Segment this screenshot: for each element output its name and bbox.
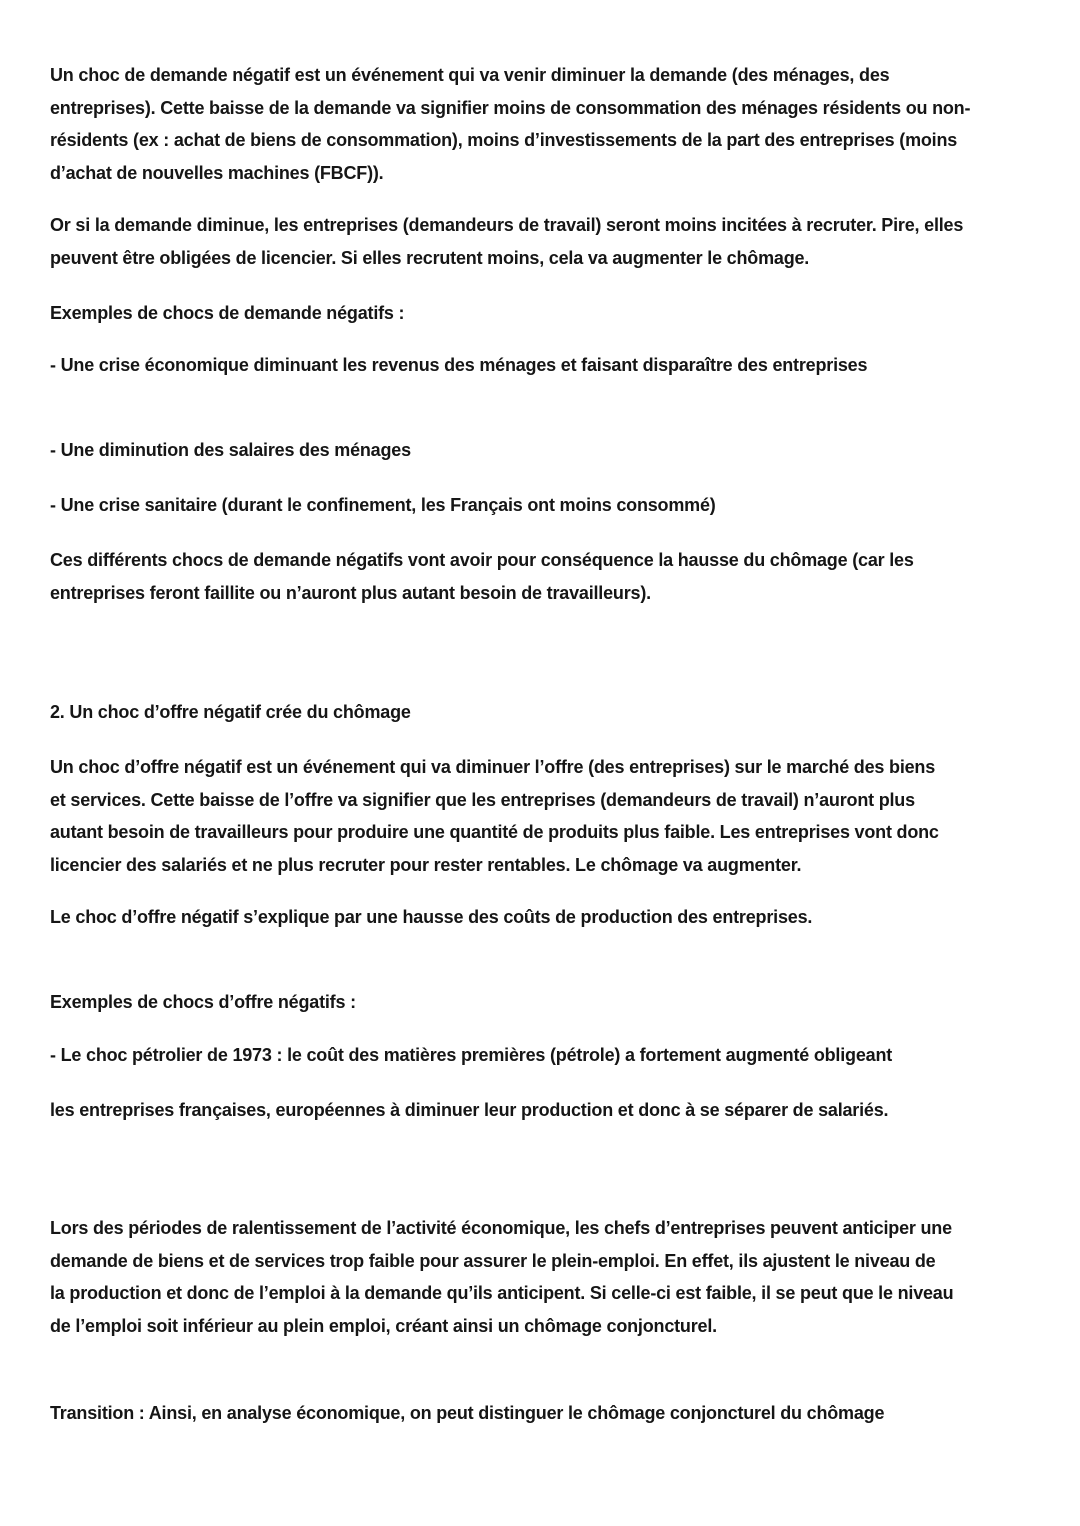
- text-line: Lors des périodes de ralentissement de l’activité économique, les chefs d’entreprises peuvent anticiper une: [50, 1218, 952, 1238]
- text-line: Transition : Ainsi, en analyse économique, on peut distinguer le chômage conjoncturel du chômage: [50, 1403, 885, 1423]
- text-line: Le choc d’offre négatif s’explique par une hausse des coûts de production des entreprises.: [50, 907, 813, 927]
- text-line: 2. Un choc d’offre négatif crée du chômage: [50, 702, 411, 722]
- paragraph-demand-consequence: [50, 209, 1040, 274]
- text-line: résidents (ex : achat de biens de consommation), moins d’investissements de la part des entreprises (moins: [50, 130, 958, 150]
- text-line: d’achat de nouvelles machines (FBCF)).: [50, 162, 384, 183]
- text-line: peuvent être obligées de licencier. Si elles recrutent moins, cela va augmenter le chômage.: [50, 247, 810, 268]
- paragraph-supply-examples-heading: [50, 986, 1040, 1019]
- paragraph-demand-example-2: [50, 434, 1040, 467]
- text-line: - Le choc pétrolier de 1973 : le coût des matières premières (pétrole) a fortement augmenté obligeant: [50, 1045, 893, 1065]
- text-line: entreprises). Cette baisse de la demande va signifier moins de consommation des ménages résidents ou non-: [50, 97, 971, 118]
- paragraph-demand-examples-heading: [50, 297, 1040, 330]
- text-line: Exemples de chocs de demande négatifs :: [50, 303, 405, 323]
- paragraph-supply-example-1a: [50, 1039, 1040, 1072]
- text-line: Ces différents chocs de demande négatifs vont avoir pour conséquence la hausse du chômage (car les: [50, 550, 914, 570]
- paragraph-demand-conclusion: [50, 544, 1040, 609]
- text-line: Un choc d’offre négatif est un événement qui va diminuer l’offre (des entreprises) sur le marché des biens: [50, 757, 936, 777]
- paragraph-demand-example-3: [50, 489, 1040, 522]
- text-line: Un choc de demande négatif est un événement qui va venir diminuer la demande (des ménages, des: [50, 65, 890, 85]
- text-line: autant besoin de travailleurs pour produire une quantité de produits plus faible. Les entreprises vont donc: [50, 822, 939, 842]
- text-line: Or si la demande diminue, les entreprises (demandeurs de travail) seront moins incitées à recruter. Pire, elles: [50, 215, 964, 235]
- paragraph-transition: [50, 1397, 1040, 1430]
- text-line: entreprises feront faillite ou n’auront plus autant besoin de travailleurs).: [50, 582, 651, 603]
- paragraph-intro-supply: [50, 751, 1040, 881]
- paragraph-demand-example-1: [50, 349, 1040, 382]
- paragraph-supply-cause: [50, 901, 1040, 934]
- text-line: la production et donc de l’emploi à la demande qu’ils anticipent. Si celle-ci est faible, il se peut que le niveau: [50, 1283, 954, 1303]
- text-line: - Une diminution des salaires des ménages: [50, 440, 411, 460]
- text-line: et services. Cette baisse de l’offre va signifier que les entreprises (demandeurs de travail) n’auront plus: [50, 789, 915, 810]
- paragraph-supply-example-1b: [50, 1094, 1040, 1127]
- text-line: - Une crise économique diminuant les revenus des ménages et faisant disparaître des entreprises: [50, 355, 868, 375]
- paragraph-slowdown: [50, 1212, 1040, 1342]
- text-line: - Une crise sanitaire (durant le confinement, les Français ont moins consommé): [50, 495, 716, 515]
- text-line: Exemples de chocs d’offre négatifs :: [50, 992, 356, 1012]
- text-line: de l’emploi soit inférieur au plein emploi, créant ainsi un chômage conjoncturel.: [50, 1315, 717, 1336]
- text-line: demande de biens et de services trop faible pour assurer le plein-emploi. En effet, ils ajustent le niveau de: [50, 1250, 936, 1271]
- text-line: licencier des salariés et ne plus recruter pour rester rentables. Le chômage va augmenter.: [50, 854, 802, 875]
- paragraph-intro-demand: [50, 59, 1040, 189]
- paragraph-section-2-title: [50, 696, 1040, 729]
- text-line: les entreprises françaises, européennes à diminuer leur production et donc à se séparer de salariés.: [50, 1100, 889, 1120]
